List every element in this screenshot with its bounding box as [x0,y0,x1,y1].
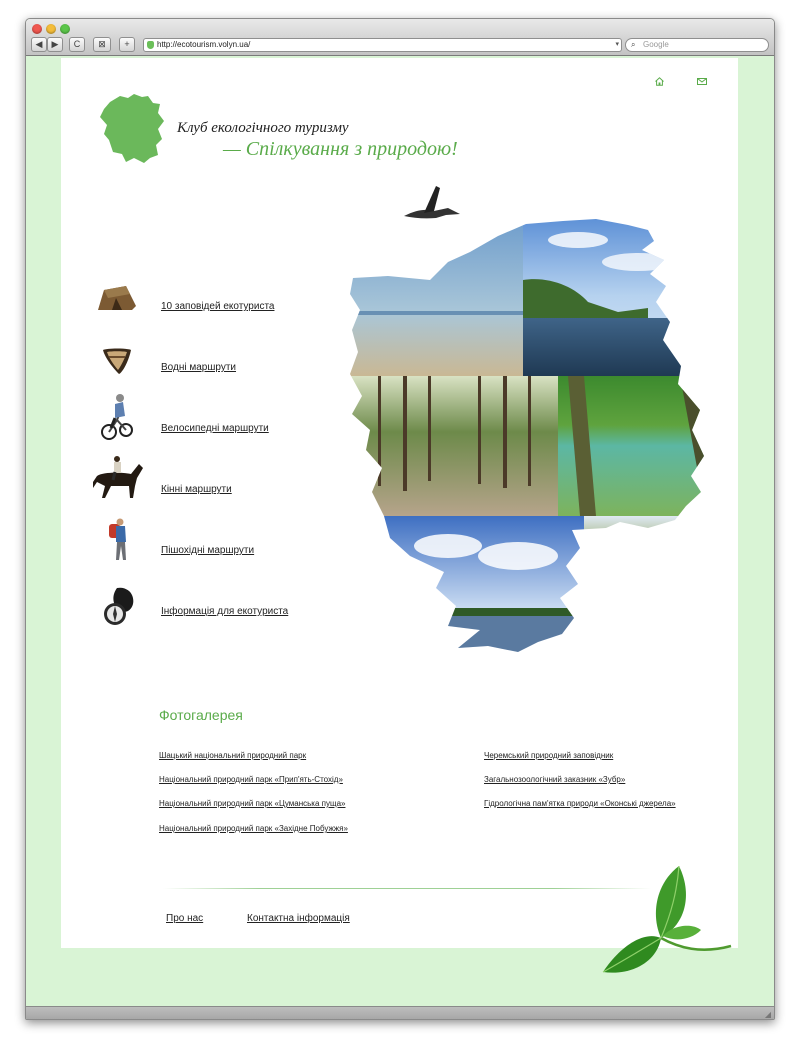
menu-item-bike-routes[interactable]: Велосипедні маршрути [161,423,269,434]
menu-item-ecotourist-info[interactable]: Інформація для екотуриста [161,606,289,617]
horse-rider-icon [91,456,145,500]
chevron-down-icon[interactable]: ▾ [615,41,619,48]
region-photo-collage [348,216,736,654]
hiker-icon [107,518,129,562]
gallery-title: Фотогалерея [159,707,243,723]
home-icon[interactable] [655,77,664,86]
gallery-link[interactable]: Шацький національний природний парк [159,751,307,760]
resize-grip-icon[interactable]: ◢ [764,1010,771,1019]
gallery-link[interactable]: Черемський природний заповідник [484,751,614,760]
close-window-button[interactable] [32,24,42,34]
page-content [61,58,738,948]
address-bar[interactable] [143,38,622,52]
reload-button[interactable]: C [69,37,85,52]
gallery-link[interactable]: Загальнозоологічний заказник «Зубр» [484,775,626,784]
status-bar [26,1006,774,1020]
menu-item-horse-routes[interactable]: Кінні маршрути [161,484,232,495]
browser-toolbar [26,19,774,56]
gallery-link[interactable]: Національний природний парк «Цуманська пуща» [159,799,346,808]
menu-item-hiking-routes[interactable]: Пішохідні маршрути [161,545,255,556]
site-slogan: — Спілкування з природою! [223,138,458,160]
cyclist-icon [101,392,133,442]
site-title: Клуб екологічного туризму [177,120,349,136]
snapback-button[interactable]: ⊠ [93,37,111,52]
about-link[interactable]: Про нас [166,913,204,924]
browser-window [25,18,775,1020]
menu-item-commandments[interactable]: 10 заповідей екотуриста [161,301,275,312]
leaf-icon [601,864,736,976]
mail-icon[interactable] [697,78,707,85]
favicon-icon [147,41,154,49]
add-bookmark-button[interactable]: + [119,37,135,52]
gallery-link[interactable]: Національний природний парк «Прип'ять-Стохід» [159,775,343,784]
search-placeholder: Google [643,40,669,49]
page-viewport [26,56,774,1006]
back-button[interactable]: ◀ [31,37,47,52]
volyn-logo-icon [98,92,166,164]
gallery-link[interactable]: Гідрологічна пам'ятка природи «Оконські джерела» [484,799,676,808]
address-bar-text: http://ecotourism.volyn.ua/ [157,40,251,49]
zoom-window-button[interactable] [60,24,70,34]
gallery-link[interactable]: Національний природний парк «Західне Побужжя» [159,824,348,833]
forward-button[interactable]: ▶ [47,37,63,52]
compass-icon [103,586,135,628]
minimize-window-button[interactable] [46,24,56,34]
search-icon: ⌕ [631,40,636,49]
menu-item-water-routes[interactable]: Водні маршрути [161,362,237,373]
footer-divider [163,888,651,889]
contact-link[interactable]: Контактна інформація [247,913,350,924]
search-input[interactable] [625,38,769,52]
tent-icon [96,284,138,312]
boat-icon [101,346,133,376]
